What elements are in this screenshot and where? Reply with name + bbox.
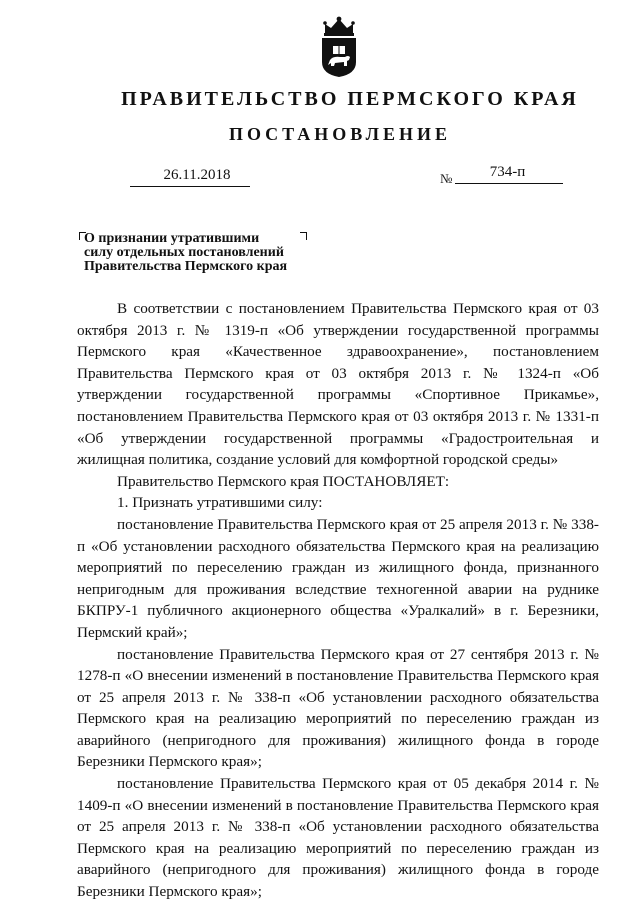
subject-line: Правительства Пермского края (84, 259, 288, 274)
document-number: 734-п (489, 164, 526, 180)
number-sign: № (440, 171, 453, 186)
date-underline (130, 186, 250, 187)
document-date: 26.11.2018 (163, 167, 231, 183)
document-body (77, 298, 599, 903)
repealed-act-paragraph: постановление Правительства Пермского края от 25 апреля 2013 г. № 338-п «Об установлении расходного обязательства Пермского края на реализацию мероприятий по переселению граждан из жилищного фонда, признанного непригодным для проживания вследствие техногенной аварии на руднике БКПРУ-1 публичного акционерного общества «Уралкалий» в г. Березники, Пермский край»; (77, 515, 599, 641)
repealed-act-paragraph: постановление Правительства Пермского края от 27 сентября 2013 г. № 1278-п «О внесении изменений в постановление Правительства Пермского края от 25 апреля 2013 г. № 338-п «Об установлении расходного обязательства Пермского края на реализацию мероприятий по переселению граждан из аварийного (непригодного для проживания) жилищного фонда в городе Березники Пермского края»; (77, 645, 599, 771)
number-underline (455, 183, 563, 184)
repealed-act-paragraph: постановление Правительства Пермского края от 05 декабря 2014 г. № 1409-п «О внесении изменений в постановление Правительства Пермского края от 25 апреля 2013 г. № 338-п «Об установлении расходного обязательства Пермского края на реализацию мероприятий по переселению граждан из аварийного (непригодного для проживания) жилищного фонда в городе Березники Пермского края»; (77, 775, 599, 901)
coat-of-arms-icon (319, 16, 359, 78)
document-type: ПОСТАНОВЛЕНИЕ (228, 124, 452, 144)
subject-line: силу отдельных постановлений (84, 245, 284, 260)
item-1-paragraph: 1. Признать утратившими силу: (117, 494, 323, 512)
subject-line: О признании утратившими (84, 231, 260, 246)
resolves-paragraph: Правительство Пермского края ПОСТАНОВЛЯЕТ: (117, 472, 450, 490)
preamble-paragraph: В соответствии с постановлением Правительства Пермского края от 03 октября 2013 г. № 1319-п «Об утверждении государственной программы Пермского края «Качественное здравоохранение», постановлением Правительства Пермского края от 03 октября 2013 г. № 1324-п «Об утверждении государственной программы «Спортивное Прикамье», постановлением Правительства Пермского края от 03 октября 2013 г. № 1331-п «Об утверждении государственной программы «Градостроительная и жилищная политика, создание условий для комфортной городской среды» (77, 300, 599, 469)
document-subject (84, 232, 324, 274)
government-name: ПРАВИТЕЛЬСТВО ПЕРМСКОГО КРАЯ (121, 88, 579, 110)
